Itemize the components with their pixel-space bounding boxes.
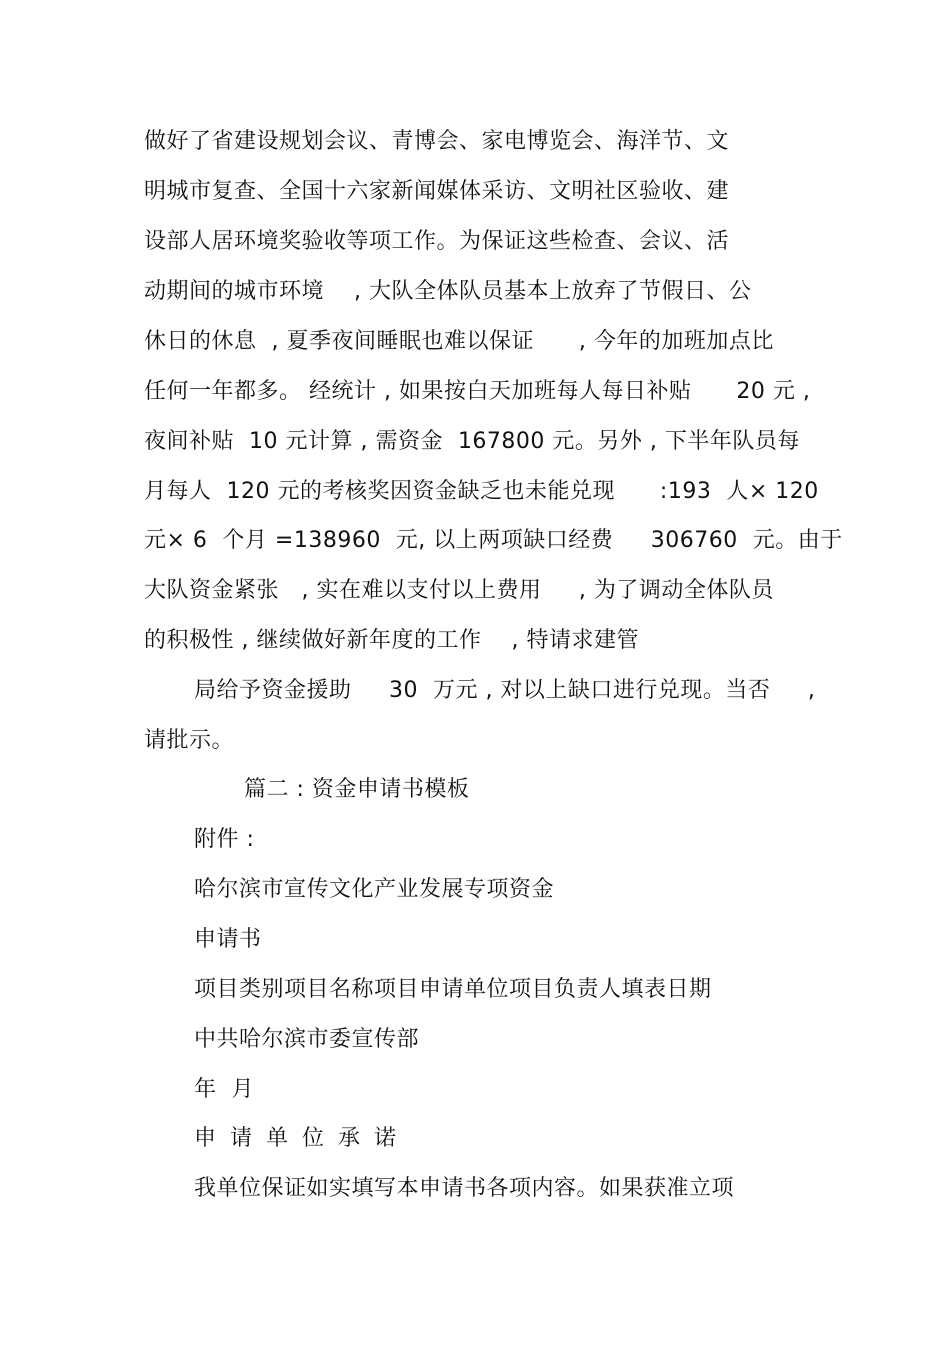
body-line-10: 大队资金紧张 , 实在难以支付以上费用 , 为了调动全体队员 xyxy=(144,578,774,603)
body-line-9: 元× 6 个月 =138960 元, 以上两项缺口经费 306760 元。由于 xyxy=(144,528,843,553)
commitment-text: 我单位保证如实填写本申请书各项内容。如果获准立项 xyxy=(194,1176,735,1201)
application-title: 申请书 xyxy=(194,927,262,952)
body-line-5: 休日的休息 , 夏季夜间睡眠也难以保证 , 今年的加班加点比 xyxy=(144,329,774,354)
body-line-3: 设部人居环境奖验收等项工作。为保证这些检查、会议、活 xyxy=(144,229,730,254)
body-line-11: 的积极性 , 继续做好新年度的工作 , 特请求建管 xyxy=(144,628,639,653)
body-line-2: 明城市复查、全国十六家新闻媒体采访、文明社区验收、建 xyxy=(144,179,730,204)
fund-title: 哈尔滨市宣传文化产业发展专项资金 xyxy=(194,877,555,902)
body-line-12: 局给予资金援助 30 万元 , 对以上缺口进行兑现。当否 , xyxy=(194,678,816,703)
attachment-label: 附件 : xyxy=(194,827,255,852)
section-heading: 篇二 : 资金申请书模板 xyxy=(244,777,470,802)
commitment-heading: 申请单位承诺 xyxy=(194,1126,411,1151)
body-line-8: 月每人 120 元的考核奖因资金缺乏也未能兑现 :193 人× 120 xyxy=(144,479,819,504)
body-line-1: 做好了省建设规划会议、青博会、家电博览会、海洋节、文 xyxy=(144,129,730,154)
body-line-4: 动期间的城市环境 , 大队全体队员基本上放弃了节假日、公 xyxy=(144,279,752,304)
date-line: 年 月 xyxy=(194,1077,254,1102)
body-line-7: 夜间补贴 10 元计算 , 需资金 167800 元。另外 , 下半年队员每 xyxy=(144,429,800,454)
form-fields-line: 项目类别项目名称项目申请单位项目负责人填表日期 xyxy=(194,977,712,1002)
issuer-line: 中共哈尔滨市委宣传部 xyxy=(194,1027,420,1052)
body-line-6: 任何一年都多。 经统计 , 如果按白天加班每人每日补贴 20 元 , xyxy=(144,379,811,404)
body-line-13: 请批示。 xyxy=(144,728,235,753)
